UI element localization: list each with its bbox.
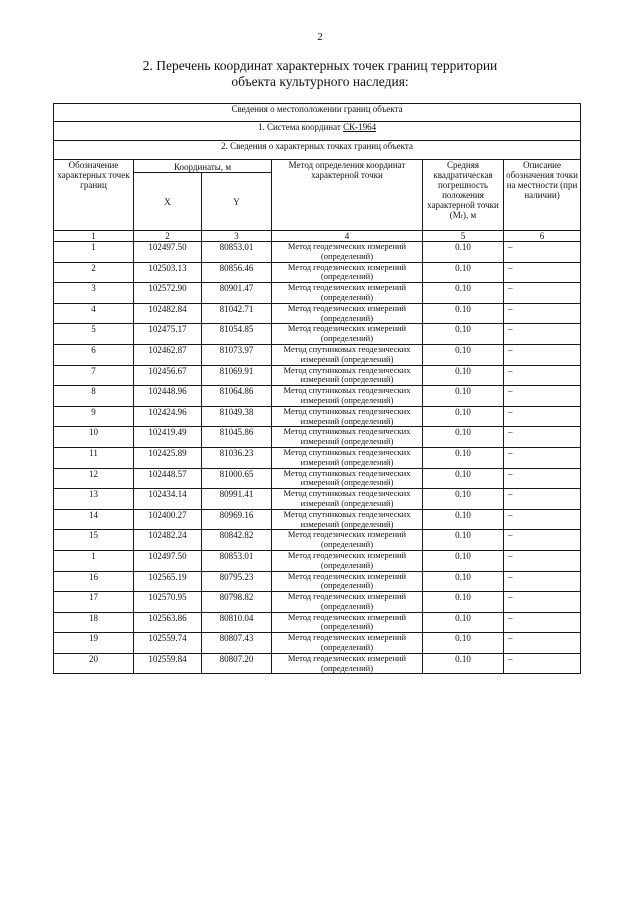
x-coordinate-cell: 102563.86 — [134, 612, 202, 633]
description-cell: – — [504, 489, 581, 510]
table-row — [54, 303, 581, 324]
table-row — [54, 447, 581, 468]
method-cell: Метод спутниковых геодезических измерений (определений) — [272, 447, 423, 468]
y-coordinate-cell: 80853.01 — [202, 242, 272, 263]
column-header-row — [54, 160, 581, 173]
point-cell: 15 — [54, 530, 134, 551]
column-number: 5 — [423, 231, 504, 242]
description-cell: – — [504, 242, 581, 263]
error-cell: 0.10 — [423, 612, 504, 633]
table-row — [54, 344, 581, 365]
points-info-label: 2. Сведения о характерных точках границ объекта — [54, 141, 581, 160]
point-cell: 12 — [54, 468, 134, 489]
table-row — [54, 324, 581, 345]
description-cell: – — [504, 283, 581, 304]
error-cell: 0.10 — [423, 509, 504, 530]
method-cell: Метод спутниковых геодезических измерений (определений) — [272, 489, 423, 510]
description-cell: – — [504, 365, 581, 386]
y-coordinate-cell: 81042.71 — [202, 303, 272, 324]
column-number: 4 — [272, 231, 423, 242]
table-row — [54, 571, 581, 592]
header-error: Средняя квадратическая погрешность положения характерной точки (Mₜ), м — [423, 160, 504, 231]
table-row — [54, 509, 581, 530]
y-coordinate-cell: 81073.97 — [202, 344, 272, 365]
point-cell: 18 — [54, 612, 134, 633]
header-x: X — [134, 173, 202, 231]
table-row — [54, 468, 581, 489]
y-coordinate-cell: 80810.04 — [202, 612, 272, 633]
y-coordinate-cell: 80856.46 — [202, 262, 272, 283]
y-coordinate-cell: 80807.43 — [202, 633, 272, 654]
column-number: 3 — [202, 231, 272, 242]
description-cell: – — [504, 530, 581, 551]
method-cell: Метод геодезических измерений (определений) — [272, 571, 423, 592]
method-cell: Метод геодезических измерений (определений) — [272, 612, 423, 633]
description-cell: – — [504, 447, 581, 468]
method-cell: Метод спутниковых геодезических измерений (определений) — [272, 509, 423, 530]
error-cell: 0.10 — [423, 633, 504, 654]
point-cell: 10 — [54, 427, 134, 448]
x-coordinate-cell: 102559.74 — [134, 633, 202, 654]
error-cell: 0.10 — [423, 550, 504, 571]
document-title-line-1: 2. Перечень координат характерных точек границ территории — [142, 58, 498, 73]
x-coordinate-cell: 102456.67 — [134, 365, 202, 386]
x-coordinate-cell: 102482.84 — [134, 303, 202, 324]
method-cell: Метод спутниковых геодезических измерений (определений) — [272, 427, 423, 448]
y-coordinate-cell: 81064.86 — [202, 386, 272, 407]
method-cell: Метод геодезических измерений (определений) — [272, 633, 423, 654]
description-cell: – — [504, 612, 581, 633]
x-coordinate-cell: 102559.84 — [134, 653, 202, 674]
description-cell: – — [504, 427, 581, 448]
error-cell: 0.10 — [423, 324, 504, 345]
description-cell: – — [504, 592, 581, 613]
x-coordinate-cell: 102434.14 — [134, 489, 202, 510]
point-cell: 4 — [54, 303, 134, 324]
point-cell: 19 — [54, 633, 134, 654]
column-number: 1 — [54, 231, 134, 242]
x-coordinate-cell: 102565.19 — [134, 571, 202, 592]
point-cell: 2 — [54, 262, 134, 283]
column-number: 6 — [504, 231, 581, 242]
column-number: 2 — [134, 231, 202, 242]
error-cell: 0.10 — [423, 653, 504, 674]
error-cell: 0.10 — [423, 242, 504, 263]
error-cell: 0.10 — [423, 468, 504, 489]
x-coordinate-cell: 102503.13 — [134, 262, 202, 283]
method-cell: Метод спутниковых геодезических измерений (определений) — [272, 365, 423, 386]
error-cell: 0.10 — [423, 303, 504, 324]
y-coordinate-cell: 81049.38 — [202, 406, 272, 427]
point-cell: 3 — [54, 283, 134, 304]
header-description: Описание обозначения точки на местности (при наличии) — [504, 160, 581, 231]
x-coordinate-cell: 102448.96 — [134, 386, 202, 407]
method-cell: Метод геодезических измерений (определений) — [272, 324, 423, 345]
error-cell: 0.10 — [423, 386, 504, 407]
error-cell: 0.10 — [423, 489, 504, 510]
point-cell: 7 — [54, 365, 134, 386]
y-coordinate-cell: 81036.23 — [202, 447, 272, 468]
method-cell: Метод геодезических измерений (определений) — [272, 283, 423, 304]
coordinate-system-cell — [54, 122, 581, 141]
y-coordinate-cell: 81069.91 — [202, 365, 272, 386]
x-coordinate-cell: 102448.57 — [134, 468, 202, 489]
point-cell: 9 — [54, 406, 134, 427]
description-cell: – — [504, 386, 581, 407]
y-coordinate-cell: 80842.82 — [202, 530, 272, 551]
description-cell: – — [504, 406, 581, 427]
method-cell: Метод спутниковых геодезических измерений (определений) — [272, 406, 423, 427]
error-cell: 0.10 — [423, 427, 504, 448]
table-row — [54, 427, 581, 448]
method-cell: Метод геодезических измерений (определений) — [272, 242, 423, 263]
description-cell: – — [504, 633, 581, 654]
x-coordinate-cell: 102475.17 — [134, 324, 202, 345]
x-coordinate-cell: 102572.90 — [134, 283, 202, 304]
header-coordinates: Координаты, м — [134, 160, 272, 173]
x-coordinate-cell: 102424.96 — [134, 406, 202, 427]
error-cell: 0.10 — [423, 530, 504, 551]
x-coordinate-cell: 102462.87 — [134, 344, 202, 365]
y-coordinate-cell: 80795.23 — [202, 571, 272, 592]
table-row — [54, 592, 581, 613]
error-cell: 0.10 — [423, 283, 504, 304]
point-cell: 5 — [54, 324, 134, 345]
description-cell: – — [504, 324, 581, 345]
description-cell: – — [504, 303, 581, 324]
point-cell: 11 — [54, 447, 134, 468]
point-cell: 1 — [54, 242, 134, 263]
error-cell: 0.10 — [423, 447, 504, 468]
error-cell: 0.10 — [423, 344, 504, 365]
table-row — [54, 283, 581, 304]
table-row — [54, 612, 581, 633]
method-cell: Метод спутниковых геодезических измерений (определений) — [272, 468, 423, 489]
coordinate-system-label: 1. Система координат — [257, 122, 344, 132]
coordinate-system-row — [54, 122, 581, 141]
description-cell: – — [504, 653, 581, 674]
description-cell: – — [504, 344, 581, 365]
section-header: Сведения о местоположении границ объекта — [54, 104, 581, 122]
y-coordinate-cell: 80807.20 — [202, 653, 272, 674]
error-cell: 0.10 — [423, 406, 504, 427]
description-cell: – — [504, 550, 581, 571]
error-cell: 0.10 — [423, 365, 504, 386]
section-header-row — [54, 104, 581, 122]
document-title-line-2: объекта культурного наследия: — [231, 74, 409, 89]
point-cell: 14 — [54, 509, 134, 530]
x-coordinate-cell: 102482.24 — [134, 530, 202, 551]
method-cell: Метод геодезических измерений (определений) — [272, 530, 423, 551]
table-row — [54, 530, 581, 551]
error-cell: 0.10 — [423, 262, 504, 283]
coordinate-system-code: СК-1964 — [343, 122, 377, 132]
description-cell: – — [504, 262, 581, 283]
method-cell: Метод спутниковых геодезических измерений (определений) — [272, 344, 423, 365]
description-cell: – — [504, 509, 581, 530]
y-coordinate-cell: 81000.65 — [202, 468, 272, 489]
x-coordinate-cell: 102497.50 — [134, 550, 202, 571]
x-coordinate-cell: 102419.49 — [134, 427, 202, 448]
point-cell: 13 — [54, 489, 134, 510]
x-coordinate-cell: 102400.27 — [134, 509, 202, 530]
method-cell: Метод геодезических измерений (определений) — [272, 262, 423, 283]
y-coordinate-cell: 80853.01 — [202, 550, 272, 571]
document-title — [120, 58, 520, 90]
table-row — [54, 550, 581, 571]
point-cell: 8 — [54, 386, 134, 407]
table-row — [54, 365, 581, 386]
header-y: Y — [202, 173, 272, 231]
method-cell: Метод геодезических измерений (определений) — [272, 550, 423, 571]
method-cell: Метод геодезических измерений (определений) — [272, 653, 423, 674]
method-cell: Метод спутниковых геодезических измерений (определений) — [272, 386, 423, 407]
point-cell: 17 — [54, 592, 134, 613]
error-cell: 0.10 — [423, 571, 504, 592]
coordinates-table — [53, 103, 581, 674]
method-cell: Метод геодезических измерений (определений) — [272, 592, 423, 613]
table-row — [54, 633, 581, 654]
point-cell: 16 — [54, 571, 134, 592]
description-cell: – — [504, 571, 581, 592]
description-cell: – — [504, 468, 581, 489]
header-method: Метод определения координат характерной точки — [272, 160, 423, 231]
x-coordinate-cell: 102425.89 — [134, 447, 202, 468]
page-number: 2 — [317, 31, 323, 43]
table-row — [54, 653, 581, 674]
point-cell: 20 — [54, 653, 134, 674]
y-coordinate-cell: 80798.82 — [202, 592, 272, 613]
y-coordinate-cell: 80969.16 — [202, 509, 272, 530]
y-coordinate-cell: 81054.85 — [202, 324, 272, 345]
table-row — [54, 489, 581, 510]
error-cell: 0.10 — [423, 592, 504, 613]
table-row — [54, 242, 581, 263]
column-number-row — [54, 231, 581, 242]
y-coordinate-cell: 80991.41 — [202, 489, 272, 510]
method-cell: Метод геодезических измерений (определений) — [272, 303, 423, 324]
table-row — [54, 406, 581, 427]
x-coordinate-cell: 102570.95 — [134, 592, 202, 613]
y-coordinate-cell: 80901.47 — [202, 283, 272, 304]
y-coordinate-cell: 81045.86 — [202, 427, 272, 448]
x-coordinate-cell: 102497.50 — [134, 242, 202, 263]
point-cell: 6 — [54, 344, 134, 365]
point-cell: 1 — [54, 550, 134, 571]
points-info-row — [54, 141, 581, 160]
header-designation: Обозначение характерных точек границ — [54, 160, 134, 231]
table-row — [54, 386, 581, 407]
table-row — [54, 262, 581, 283]
